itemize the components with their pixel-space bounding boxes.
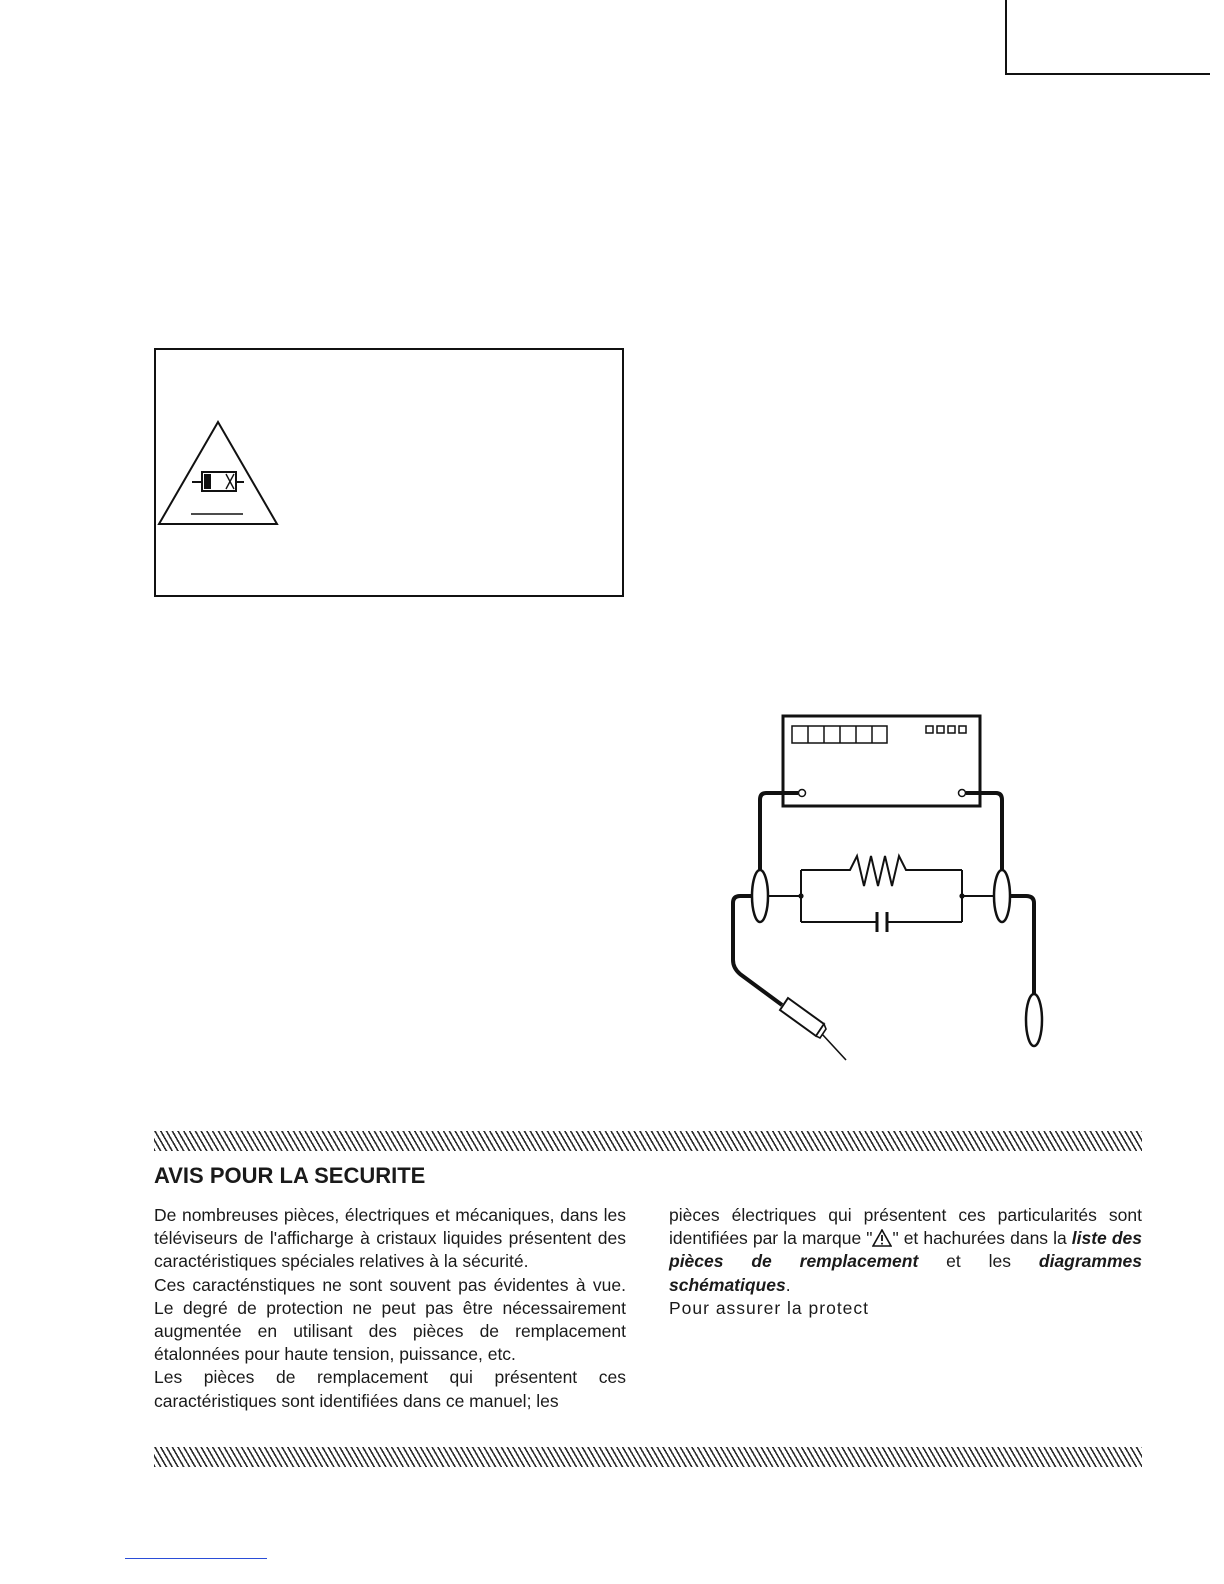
meter-display (792, 726, 887, 743)
notice-text-segment: . (785, 1274, 791, 1295)
meter-terminal-left (799, 790, 806, 797)
notice-paragraph-2: Ces caracténstiques ne sont souvent pas évidentes à vue. Le degré de protection ne peut pas être nécessairement augmentée en utilisant des pièces de remplacement étalonnées pour haute tension, puissance, etc. (154, 1274, 626, 1365)
warning-triangle-icon (872, 1229, 892, 1247)
meter-terminal-right (959, 790, 966, 797)
hatched-divider-bottom (154, 1447, 1142, 1467)
page-tab (1005, 0, 1210, 75)
notice-text-segment: pièces électriques qui présentent ces particularités sont identifiées par la marque " (669, 1205, 1142, 1249)
meter-probe-diagram (700, 700, 1070, 1070)
notice-left-column (154, 1204, 626, 1413)
notice-text-segment: et les (918, 1251, 1039, 1272)
fuse-warning-triangle-icon (156, 420, 281, 528)
parts-list-reference: liste des pièces de remplacement (669, 1228, 1142, 1272)
notice-paragraph-5: Pour assurer la protect (669, 1297, 870, 1318)
notice-paragraph-1: De nombreuses pièces, électriques et mécaniques, dans les téléviseurs de l'afficharge à cristaux liquides présentent des caractéristiques spéciales relatives à la sécurité. (154, 1205, 626, 1272)
footer-link-underline[interactable] (125, 1558, 267, 1559)
schematic-reference: diagrammes schématiques (669, 1251, 1142, 1295)
notice-paragraph-3: Les pièces de remplacement qui présentent ces caractéristiques sont identifiées dans ce manuel; les (154, 1367, 626, 1411)
notice-paragraph-4 (669, 1204, 1142, 1297)
notice-text-segment: " et hachurées dans la (892, 1228, 1072, 1249)
section-title: AVIS POUR LA SECURITE (154, 1163, 426, 1188)
probe-icon (780, 998, 846, 1060)
notice-right-column (669, 1204, 1142, 1320)
hatched-divider-top (154, 1131, 1142, 1151)
